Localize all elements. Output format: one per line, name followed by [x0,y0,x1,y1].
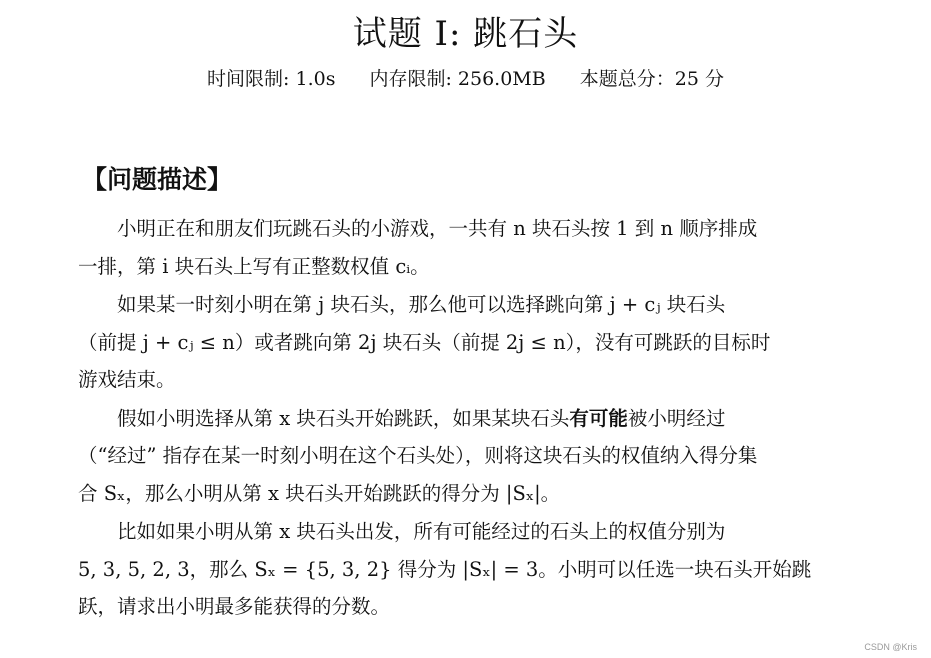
paragraph-text: 假如小明选择从第 x 块石头开始跳跃，如果某块石头 [117,406,570,430]
paragraph-1 [78,210,904,285]
paragraph-line: 合 Sₓ，那么小明从第 x 块石头开始跳跃的得分为 |Sₓ|。 [78,481,561,505]
paragraph-line: 跃，请求出小明最多能获得的分数。 [78,595,391,618]
paragraph-4 [78,513,904,626]
paragraph-3 [78,400,904,513]
page-title: 试题 I: 跳石头 [352,14,579,54]
total-score: 本题总分：25 分 [579,68,724,90]
memory-limit: 内存限制: 256.0MB [369,68,546,90]
paragraph-line [78,400,904,438]
paragraph-line: 小明正在和朋友们玩跳石头的小游戏，一共有 n 块石头按 1 到 n 顺序排成 [117,217,758,240]
problem-meta [0,64,931,91]
section-heading: 【问题描述】 [82,165,233,194]
paragraph-line: 游戏结束。 [78,368,176,391]
paragraph-line: 如果某一时刻小明在第 j 块石头，那么他可以选择跳向第 j + cⱼ 块石头 [117,293,726,316]
paragraph-text: 被小明经过 [627,406,726,430]
time-limit: 时间限制: 1.0s [207,68,336,90]
paragraph-line: 一排，第 i 块石头上写有正整数权值 cᵢ。 [78,254,430,278]
paragraph-line: （前提 j + cⱼ ≤ n）或者跳向第 2j 块石头（前提 2j ≤ n），没有可跳跃的目标时 [78,330,771,354]
paragraph-2 [78,286,904,399]
paragraph-line: 比如如果小明从第 x 块石头出发，所有可能经过的石头上的权值分别为 [117,520,726,543]
paragraph-line: 5, 3, 5, 2, 3，那么 Sₓ = {5, 3, 2} 得分为 |Sₓ| = 3。小明可以任选一块石头开始跳 [78,557,812,581]
emphasis-text: 有可能 [569,406,628,430]
problem-description [78,210,904,627]
paragraph-line: （“经过” 指存在某一时刻小明在这个石头处），则将这块石头的权值纳入得分集 [78,444,758,467]
watermark: CSDN @Kris [864,642,917,652]
